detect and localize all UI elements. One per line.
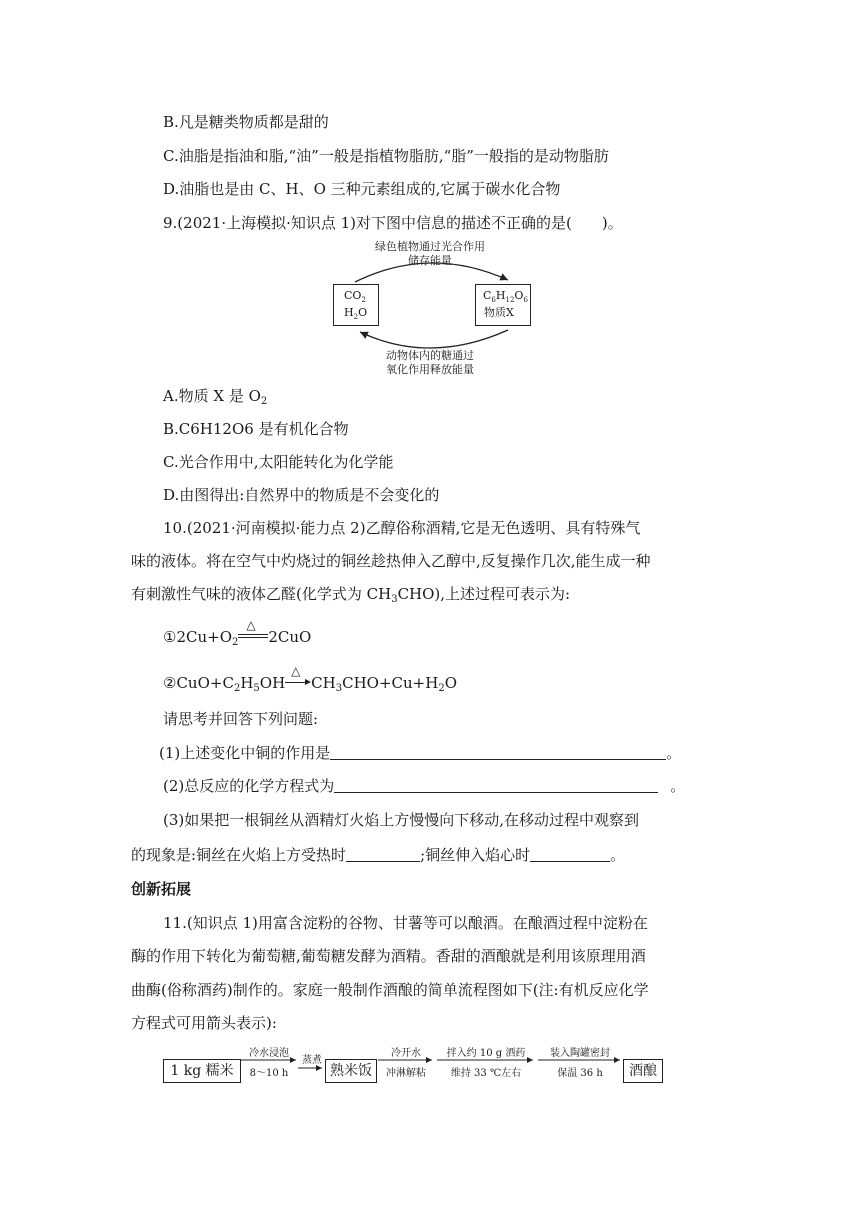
co2-text: CO (344, 289, 362, 302)
eq1-sub: 2 (232, 637, 239, 648)
flow-step-5-top: 装入陶罐密封 (550, 1048, 610, 1059)
glucose-c: C (483, 289, 492, 302)
eq2-right-b: CHO+Cu+H (342, 674, 439, 692)
q10-part-1-text: (1)上述变化中铜的作用是 (159, 744, 331, 762)
substance-x-label: 物质X (484, 306, 514, 319)
eq2-sub1: 2 (233, 683, 241, 694)
flow-box-rice: 1 kg 糯米 (163, 1059, 241, 1083)
flow-step-4-top: 拌入约 10 g 酒药 (446, 1048, 526, 1059)
top-label-1: 绿色植物通过光合作用 (375, 240, 485, 253)
q8-option-c: C.油脂是指油和脂,“油”一般是指植物脂肪,“脂”一般指的是动物脂肪 (163, 147, 609, 165)
q9-option-d: D.由图得出:自然界中的物质是不会变化的 (163, 486, 440, 504)
flow-box-cooked-rice: 熟米饭 (325, 1059, 377, 1083)
h2o-sub: 2 (353, 313, 359, 321)
flow-box-rice-wine: 酒酿 (623, 1059, 663, 1083)
bottom-label-1: 动物体内的糖通过 (386, 349, 474, 362)
glucose-h-sub: 12 (505, 296, 515, 304)
eq2-right-sub: 3 (335, 683, 343, 694)
q10-prompt: 请思考并回答下列问题: (163, 710, 319, 728)
q11-line-1: 11.(知识点 1)用富含淀粉的谷物、甘薯等可以酿酒。在酿酒过程中淀粉在 (163, 914, 648, 932)
q9-stem: 9.(2021·上海模拟·知识点 1)对下图中信息的描述不正确的是( )。 (163, 214, 623, 232)
q10-stem-3a: 有刺激性气味的液体乙醛(化学式为 CH (131, 585, 392, 603)
q11-line-3: 曲酶(俗称酒药)制作的。家庭一般制作酒酿的简单流程图如下(注:有机反应化学 (131, 981, 649, 999)
eq2-right-c: O (444, 674, 458, 692)
glucose-h: H (495, 289, 506, 302)
q11-line-2: 酶的作用下转化为葡萄糖,葡萄糖发酵为酒精。香甜的酒酿就是利用该原理用酒 (131, 947, 646, 965)
h2o-h: H (344, 306, 354, 319)
top-label-2: 储存能量 (408, 254, 452, 267)
glucose-o-sub: 6 (523, 296, 528, 304)
q10-stem-1: 10.(2021·河南模拟·能力点 2)乙醇俗称酒精,它是无色透明、具有特殊气 (163, 519, 641, 537)
flow-step-3-bottom: 冲淋解粘 (386, 1068, 426, 1079)
q10-part-3-2a: 的现象是:铜丝在火焰上方受热时 (131, 846, 347, 864)
q10-stem-3-sub: 3 (391, 594, 398, 605)
eq2-left: ②CuO+C (163, 674, 234, 692)
eq2-oh: OH (259, 674, 286, 692)
q10-part-2-period: 。 (670, 777, 686, 795)
eq2-sub2: 5 (253, 683, 260, 694)
q8-option-b: B.凡是糖类物质都是甜的 (163, 113, 329, 131)
flow-step-2-top: 蒸煮 (302, 1055, 322, 1066)
eq2-right-a: CH (311, 674, 336, 692)
q9-option-a-sub: 2 (260, 396, 268, 407)
q10-part-1-period: 。 (666, 744, 682, 762)
eq1-right: 2CuO (268, 628, 312, 646)
bottom-label-2: 氧化作用释放能量 (386, 363, 474, 376)
flow-step-3-top: 冷开水 (391, 1048, 421, 1059)
q10-stem-2: 味的液体。将在空气中灼烧过的铜丝趁热伸入乙醇中,反复操作几次,能生成一种 (131, 552, 651, 570)
eq2-mid: H (240, 674, 254, 692)
q11-line-4: 方程式可用箭头表示): (131, 1014, 277, 1032)
q10-part-3-1: (3)如果把一根铜丝从酒精灯火焰上方慢慢向下移动,在移动过程中观察到 (163, 811, 640, 829)
glucose-c-sub: 6 (491, 296, 496, 304)
eq2-right-sub2: 2 (438, 683, 445, 694)
eq2-condition: △ (291, 664, 301, 678)
q9-option-c: C.光合作用中,太阳能转化为化学能 (163, 453, 394, 471)
flow-step-1-bottom: 8～10 h (249, 1068, 289, 1079)
eq1-left: ①2Cu+O (163, 628, 232, 646)
q9-option-b: B.C6H12O6 是有机化合物 (163, 420, 349, 438)
co2-sub: 2 (361, 296, 366, 304)
q9-option-a-text: A.物质 X 是 O (163, 387, 261, 405)
h2o-o: O (358, 306, 368, 319)
section-title: 创新拓展 (131, 880, 192, 898)
q10-stem-3c: CHO),上述过程可表示为: (397, 585, 571, 603)
flow-step-5-bottom: 保温 36 h (557, 1068, 603, 1079)
q8-option-d: D.油脂也是由 C、H、O 三种元素组成的,它属于碳水化合物 (163, 180, 561, 198)
q10-part-3-2b: ;铜丝伸入焰心时 (420, 846, 531, 864)
q10-part-3-period: 。 (610, 846, 626, 864)
eq1-condition: △ (246, 618, 256, 632)
flow-step-1-top: 冷水浸泡 (249, 1048, 289, 1059)
q10-part-2-text: (2)总反应的化学方程式为 (163, 777, 335, 795)
flow-step-4-bottom: 维持 33 ℃左右 (450, 1068, 522, 1079)
glucose-o: O (514, 289, 524, 302)
